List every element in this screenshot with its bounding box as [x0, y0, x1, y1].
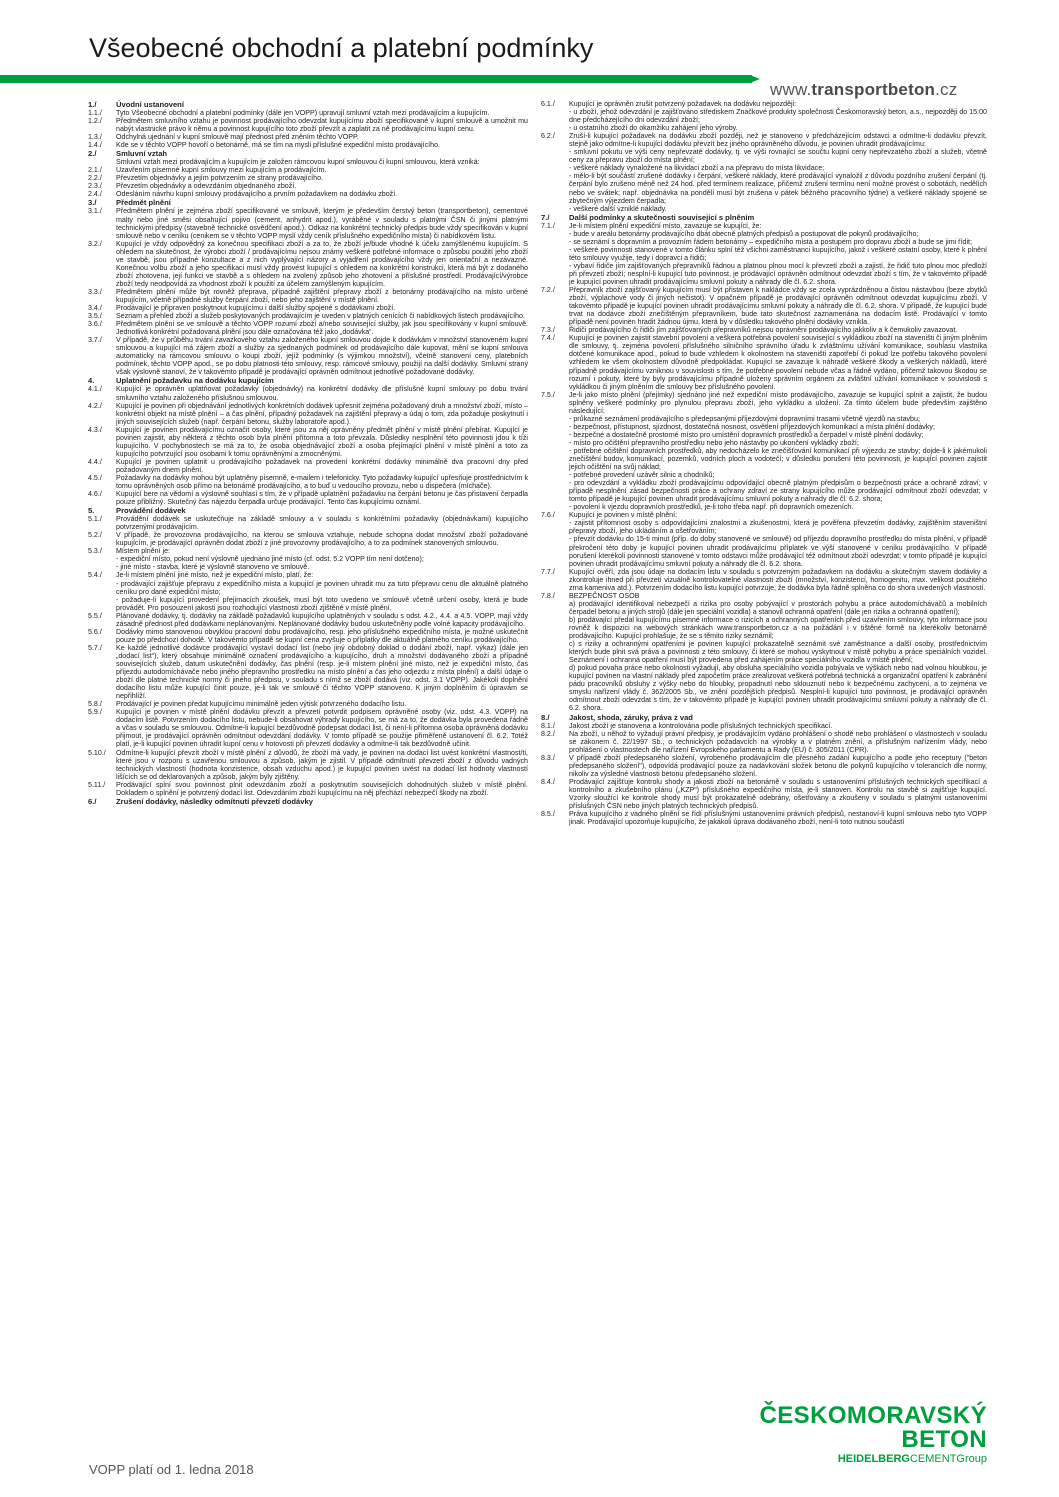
logo-group-suffix: Group: [956, 1453, 987, 1465]
clause-text: Je-li místem plnění jiné místo, než je expediční místo, platí, že:: [116, 571, 314, 580]
clause-number: 3./: [88, 198, 97, 208]
clause-text: Jakost, shoda, záruky, práva z vad: [569, 712, 693, 722]
logo-group-rest: CEMENT: [909, 1453, 957, 1465]
terms-clause: [88, 490, 528, 506]
clause-number: 3.2./: [88, 239, 102, 248]
terms-clause: [88, 402, 528, 426]
logo-group-bold: HEIDELBERG: [837, 1453, 910, 1465]
clause-text: Na zboží, u něhož to vyžadují právní předpisy, je prodávajícím vydáno prohlášení o shodě nebo prohlášení o vlastnostech v souladu se zákonem č. 22/1997 Sb., o technických požadavcích na výrobky a v platném znění, a příslušným nařízením vlády, nebo prohlášení o vlastnostech dle nařízení Evropského parlamentu a Rady (EU) č. 305/2011 (CPR).: [569, 729, 987, 754]
clause-number: 7.1./: [541, 221, 555, 230]
terms-clause: [88, 749, 528, 781]
clause-text: Tyto Všeobecné obchodní a platební podmínky (dále jen VOPP) upravují smluvní vztah mezi prodávajícím a kupujícím.: [116, 109, 490, 117]
clause-text: Prodávající je připraven poskytnout kupujícímu i další služby spojené s dodávkami zboží.: [116, 304, 396, 313]
clause-text: Jakost zboží je stanovena a kontrolována podle příslušných technických specifikací.: [569, 721, 833, 730]
terms-subitem: - se seznámí s dopravním a provozním řádem betonárny – expedičního místa a postupem pro dopravu zboží a bude se jimi řídit;: [569, 237, 972, 246]
website-prefix: www.: [770, 80, 812, 99]
terms-clause: [541, 778, 987, 810]
clause-text: Zruší-li kupující požadavek na dodávku zboží později, než je stanoveno v předcházejícím odstavci a odmítne-li dodávku převzít, stejně jako odmítne-li kupující dodávku převzít bez jiného oprávněného důvodu, je povinen uhradit prodávajícímu:: [569, 132, 987, 149]
clause-text: Kupující je oprávněn uplatňovat požadavky (objednávky) na konkrétní dodávky dle příslušné kupní smlouvy po dobu trvání smluvního vztahu založeného příslušnou smlouvou.: [116, 385, 528, 402]
clause-number: 6.2./: [541, 132, 555, 141]
terms-clause: [541, 592, 987, 600]
terms-subitem: - potřebné očištění dopravních prostředků, aby nedocházelo ke znečišťování komunikací při výjezdu ze stavby; dojde-li k jakémukoli znečištění budov, komunikací, pozemků, vodních ploch a vodotečí; v důsledku porušení této povinnosti, je kupující povinen zajistit jejich očištění na svůj náklad;: [569, 446, 987, 472]
terms-clause: [541, 286, 987, 326]
terms-clause: [541, 132, 987, 148]
terms-subitem: - smluvní pokutu ve výši ceny nepřevzaté dodávky, tj. ve výši rovnající se součtu kupní ceny nepřevzatého zboží a služeb, včetně ceny za přepravu zboží do místa plnění;: [569, 148, 987, 165]
terms-clause: [88, 133, 528, 141]
terms-subitem: - veškeré další vzniklé náklady.: [569, 204, 667, 213]
clause-text: Je-li jako místo plnění (přejímky) sjednáno jiné než expediční místo prodávajícího, zavazuje se kupující splnit a zajistit, že budou splněny veškeré podmínky pro plynulou přepravu zboží, jeho vykládku a uložení. Za tímto účelem bude především zajištěno následující:: [569, 390, 987, 415]
terms-clause: [541, 568, 987, 592]
clause-text: Předmětem plnění se ve smlouvě a těchto VOPP rozumí zboží a/nebo související služby, jak jsou specifikovány v kupní smlouvě. Jednotlivá konkrétní požadovaná plnění jsou dále označována též jako „dodávka“.: [116, 320, 528, 337]
terms-clause: [88, 612, 528, 628]
clause-text: Odmítne-li kupující převzít zboží v místě plnění z důvodů, že zboží má vady, je povinen na dodací list uvést konkrétní vlastnost/ti, které jsou v rozporu s uzavřenou smlouvou a způsob, jakým je zjistil. V případě odmítnutí převzetí zboží z důvodu vadných technických vlastností (hodnota konzistence, obsah vzduchu apod.) je kupující povinen uvést na dodací list hodnoty vlastností lišících se od deklarovaných a způsob, jakým byly zjištěny.: [116, 748, 528, 781]
accent-bar-arrow: [750, 75, 760, 83]
clause-text: Prodávající splní svou povinnost plnit odevzdáním zboží a poskytnutím souvisejících dohodnutých služeb v místě plnění. Dokladem o splnění je potvrzený dodací list. Odevzdáním zboží kupujícímu na něj přechází nebezpečí škody na zboží.: [116, 780, 528, 797]
terms-clause: [88, 109, 528, 117]
clause-number: 4.6./: [88, 490, 102, 499]
terms-clause: [88, 141, 528, 149]
clause-text: Plánované dodávky, tj. dodávky na základě požadavků kupujícího uplatněných v souladu s odst. 4.2., 4.4. a 4.5. VOPP, mají vždy zásadně přednost před dodávkami neplánovanými. Neplánované dodávky budou uskutečněny podle volné kapacity prodávajícího.: [116, 611, 528, 628]
clause-number: 4.: [88, 376, 95, 386]
clause-number: 1.4./: [88, 141, 102, 150]
clause-text: Řidiči prodávajícího či řidiči jím zajišťovaných přepravníků nejsou oprávněni prodávajícího jakkoliv a k čemukoliv zavazovat.: [569, 326, 958, 335]
clause-number: 3.7./: [88, 336, 102, 345]
section-heading: [88, 797, 528, 806]
terms-subitem: - expediční místo, pokud není výslovně ujednáno jiné místo (cf. odst. 5.2 VOPP tím není dotčeno);: [116, 555, 424, 564]
terms-clause: [88, 571, 528, 579]
clause-number: 1.2./: [88, 117, 102, 126]
logo-line-1: ČESKOMORAVSKÝ: [759, 1402, 987, 1429]
clause-text: Převzetím objednávky a odevzdáním objednaného zboží.: [116, 182, 297, 191]
clause-number: 4.5./: [88, 473, 102, 482]
terms-subitem: - pro odevzdání a vykládku zboží prodávajícímu odpovídající obecně platným předpisům o bezpečnosti práce a ochraně zdraví; v případě nesplnění zásad bezpečnosti práce a ochrany zdraví ze strany kupujícího může prodávající odmítnout zboží odevzdat; v tomto případě je kupující povinen uhradit prodávajícímu smluvní pokuty a náhrady dle čl. 6.2. shora;: [569, 479, 987, 504]
clause-text: Převzetím objednávky a jejím potvrzením ze strany prodávajícího.: [116, 174, 323, 183]
clause-number: 7.3./: [541, 326, 555, 335]
clause-text: BEZPEČNOST OSOB: [569, 591, 640, 600]
website-suffix: .cz: [935, 80, 958, 99]
clause-text: Provádění dodávek se uskutečňuje na základě smlouvy a v souladu s konkrétními požadavky (objednávkami) kupujícího potvrzenými prodávajícím.: [116, 515, 528, 532]
clause-text: Požadavky na dodávky mohou být uplatněny písemně, e-mailem i telefonicky. Tyto požadavky kupující upřesňuje prostřednictvím k tomu oprávněných osob přímo na betonárně prodávajícího, a to buď u vedoucího provozu, nebo u dispečera (míchače).: [116, 473, 528, 491]
terms-clause: [88, 474, 528, 490]
clause-number: 7.5./: [541, 390, 555, 399]
clause-number: 5.4./: [88, 571, 102, 580]
clause-text: Práva kupujícího z vadného plnění se řídí příslušnými ustanoveními právních předpisů, nestanoví-li kupní smlouva nebo tyto VOPP jinak. Prodávající upozorňuje kupujícího, že jakákoli úprava dodávaného zboží, není-li toto nutnou součástí: [569, 810, 987, 827]
clause-text: Kupující bere na vědomí a výslovně souhlasí s tím, že v případě uplatnění požadavku na čerpání betonu je čas přistavení čerpadla pouze přibližný. Skutečný čas nájezdu čerpadla určuje prodávající. Tento čas kupujícímu oznámí.: [116, 490, 528, 507]
clause-number: 7.4./: [541, 334, 555, 343]
terms-clause: [541, 100, 987, 108]
page-title: Všeobecné obchodní a platební podmínky: [89, 33, 594, 63]
clause-text: Prodávající zajišťuje kontrolu shody a jakosti zboží na betonárně v souladu s ustanoveními příslušných technických specifikací a kontrolního a zkušebního plánu („KZP“) příslušného expedičního místa, je-li stanoven. Kontrolu na stavbě si zajišťuje kupující. Vzorky sloužící ke kontrole shody musí být prokazatelně odebrány, ošetřovány a zkoušeny v souladu s platnými ustanoveními příslušných ČSN nebo jiných platných technických předpisů.: [569, 777, 987, 810]
terms-right-column: [541, 100, 987, 1390]
clause-number: 8.4./: [541, 777, 555, 786]
section-heading: [88, 198, 528, 207]
clause-number: 8.1./: [541, 721, 555, 730]
terms-clause: [88, 628, 528, 644]
terms-clause: [541, 511, 987, 519]
terms-subitem: - veškeré náklady vynaložené na likvidaci zboží a na přepravu do místa likvidace;: [569, 164, 825, 173]
clause-number: 5.: [88, 506, 95, 516]
clause-text: Kupující je vždy odpovědný za konečnou specifikaci zboží a za to, že zboží je/bude vhodné k účelu zamýšlenému kupujícím. S ohledem na skutečnost, že výrobci zboží / prodávajícímu nejsou známy veškeré potřebné informace o způsobu použití jeho zboží ve stavbě, jsou případné konzultace a z nich vyplývající názory a vyjádření prodávajícího vždy jen orientační a nezávazné. Konečnou volbu zboží a jeho specifikaci musí vždy provést kupující s ohledem na konkrétní konstrukci, která má být z dodaného zboží zhotovena, její funkci ve stavbě a s ohledem na zvolený způsob jeho zhotovení a příslušné prostředí. Prodávající/výrobce zboží tedy neodpovídá za vhodnost zboží k použití za účelem zamýšleným kupujícím.: [116, 239, 528, 288]
terms-clause: [88, 336, 528, 376]
terms-subitem: - bezpečnost, přístupnost, sjízdnost, dostatečná nosnost, osvětlení příjezdových komunikací a místa plnění dodávky;: [569, 422, 935, 431]
clause-text: Provádění dodávek: [116, 506, 186, 516]
terms-clause: [88, 426, 528, 458]
section-heading: [541, 713, 987, 722]
terms-clause: [88, 547, 528, 555]
clause-text: Je-li místem plnění expediční místo, zavazuje se kupující, že:: [569, 221, 762, 230]
website-domain: transportbeton: [811, 80, 936, 99]
clause-number: 2.2./: [88, 174, 102, 183]
clause-number: 5.5./: [88, 611, 102, 620]
company-logo: [760, 1404, 987, 1466]
clause-text: Předmětem smluvního vztahu je povinnost prodávajícího odevzdat kupujícímu zboží specifikované v kupní smlouvě a umožnit mu nabýt vlastnické právo k němu a povinnost kupujícího toto zboží převzít a zaplatit za ně prodávajícímu kupní cenu.: [116, 117, 528, 134]
terms-subitem: - veškeré povinnosti stanovené v tomto článku splní též všichni zaměstnanci kupujícího, jakož i veškeré ostatní osoby, které k plnění této smlouvy využije, tedy i dopravci a řidiči;: [569, 245, 987, 262]
clause-number: 7.6./: [541, 511, 555, 520]
clause-number: 1./: [88, 100, 97, 109]
terms-clause: [88, 240, 528, 288]
terms-subitem: - bude v areálu betonárny prodávajícího dbát obecně platných předpisů a postupovat dle pokynů prodávajícího;: [569, 229, 919, 238]
clause-number: 3.4./: [88, 304, 102, 313]
validity-footer: VOPP platí od 1. ledna 2018: [89, 1462, 254, 1477]
clause-text: Předmětem plnění může být rovněž přeprava, případně zajištění přepravy zboží z betonárny prodávajícího na místo určené kupujícím, včetně případné služby čerpání zboží, nebo jeho zajištění v místě plnění.: [116, 287, 528, 304]
terms-clause: [541, 730, 987, 754]
clause-number: 4.1./: [88, 385, 102, 394]
clause-text: Seznam a přehled zboží a služeb poskytovaných prodávajícím je uveden v platných cenících či nabídkových listech prodávajícího.: [116, 312, 525, 321]
terms-clause: [88, 117, 528, 133]
clause-number: 7./: [541, 212, 550, 222]
clause-text: Kupující je povinen uplatnit u prodávajícího požadavek na provedení konkrétní dodávky minimálně dva pracovní dny před požadovaným dnem plnění.: [116, 457, 528, 474]
clause-text: Místem plnění je:: [116, 547, 171, 556]
terms-clause: [88, 182, 528, 190]
clause-number: 3.1./: [88, 207, 102, 216]
clause-text: Uplatnění požadavku na dodávku kupujícím: [116, 376, 274, 386]
clause-text: Prodávající je povinen předat kupujícímu minimálně jeden výtisk potvrzeného dodacího listu.: [116, 700, 407, 709]
terms-clause: [88, 644, 528, 700]
terms-clause: [88, 304, 528, 312]
terms-clause: [541, 391, 987, 415]
terms-subitem: - zajistit přítomnost osoby s odpovídajícími znalostmi a zkušenostmi, která je pověřena převzetím dodávky, zajištěním staveništní přepravy zboží, jeho ukládáním a ošetřováním;: [569, 519, 987, 536]
clause-text: Předmět plnění: [116, 198, 171, 208]
clause-text: Úvodní ustanovení: [116, 100, 184, 109]
clause-number: 6.1./: [541, 100, 555, 108]
clause-text: Zrušení dodávky, následky odmítnutí převzetí dodávky: [116, 796, 313, 806]
terms-clause: [88, 515, 528, 531]
terms-clause: [88, 312, 528, 320]
terms-subitem: d) pokud povaha práce nebo okolnosti vyžadují, aby obsluha speciálního vozidla pobývala ve výškách nebo nad volnou hloubkou, je kupující povinen na vlastní náklady před započetím práce zrealizovat veškerá potřebná technická a organizační opatření k zabránění pádu pracovníků obsluhy z výšky nebo do hloubky, propadnutí nebo sklouznutí nebo k bezpečnému zachycení, a to zejména ve smyslu nařízení vlády č. 362/2005 Sb., ve znění pozdějších předpisů. Nesplní-li kupující tuto povinnost, je prodávající oprávněn odmítnout zboží odevzdat s tím, že v takovémto případě je kupující povinen uhradit prodávajícímu smluvní pokuty a náhrady dle čl. 6.2. shora.: [569, 664, 987, 713]
clause-number: 5.8./: [88, 700, 102, 709]
terms-subitem: - mělo-li být součástí zrušené dodávky i čerpání, veškeré náklady, které prodávající vynaložil z důvodu pozdního zrušení čerpání (tj. čerpání bylo zrušeno méně než 24 hod. před termínem realizace, přičemž zrušení termínu není možné provést o sobotách, nedělích nebo ve svátek; např. objednávka na pondělí musí být zrušena v pátek běžného pracovního týdne) a veškeré náklady spojené se zbytečným výjezdem čerpadla;: [569, 172, 987, 205]
clause-text: Další podmínky a skutečnosti související s plněním: [569, 212, 755, 222]
clause-text: Přepravník zboží zajišťovaný kupujícím musí být přistaven k nakládce vždy se zcela vyprázdněnou a čistou nástavbou (beze zbytků zboží, výplachové vody či jiných nečistot). V opačném případě je prodávající oprávněn odmítnout odevzdat kupujícímu zboží. V takovémto případě je kupující povinen uhradit prodávajícímu smluvní pokuty a náhrady dle čl. 6.2. shora. V případě, že kupující bude trvat na dodávce zboží znečištěným přepravníkem, bude tato skutečnost zaznamenána na dodacím listě. Prodávající v tomto případě není povinen hradit žádnou újmu, která by v důsledku takového plnění dodávky vznikla.: [569, 286, 987, 327]
terms-subitem: - bezpečné a dostatečně prostorné místo pro umístění dopravních prostředků a čerpadel v místě plnění dodávky;: [569, 430, 924, 439]
clause-number: 2.3./: [88, 182, 102, 191]
terms-clause: [541, 326, 987, 334]
section-heading: [541, 213, 987, 222]
clause-number: 2.4./: [88, 190, 102, 199]
clause-number: 8.5./: [541, 810, 555, 819]
clause-text: Kupující je povinen prodávajícímu označit osoby, které jsou za něj oprávněny předmět plnění v místě plnění přebírat. Kupující je povinen zajistit, aby některá z těchto osob byla plnění přítomna a toto převzala. Důsledky nesplnění této povinnosti jdou k tíži kupujícího. V pochybnostech se má za to, že osoba objednávající zboží a osoba přejímající plnění v místě plnění a toto za kupujícího potvrzující jsou osobami k tomu oprávněnými a zmocněnými.: [116, 425, 528, 458]
clause-text: Kupující je oprávněn zrušit potvrzený požadavek na dodávku nejpozději:: [569, 100, 797, 108]
terms-clause: [541, 754, 987, 778]
terms-subitem: Smluvní vztah mezi prodávajícím a kupujícím je založen rámcovou kupní smlouvou či kupní smlouvou, která vzniká:: [116, 158, 480, 167]
clause-text: Kupující je povinen v místě plnění:: [569, 511, 678, 520]
clause-text: Kupující je povinen při objednávání jednotlivých konkrétních dodávek upřesnit zejména požadovaný druh a množství zboží, místo – konkrétní objekt na místě plnění – a čas plnění, případný požadavek na zajištění přepravy a údaj o tom, zda požaduje poskytnutí i jiných souvisejících služeb (např. čerpání betonu, služby laboratoře apod.).: [116, 401, 528, 426]
clause-text: Kupující ověří, zda jsou údaje na dodacím listu v souladu s potvrzeným požadavkem na dodávku a skutečným stavem dodávky a zkontroluje ihned při převzetí vizuálně kontrolovatelné vlastnosti zboží (množství, konzistenci, homogenitu, max. velikost použitého zrna kameniva atd.). Potvrzením dodacího listu kupující potvrzuje, že dodávka byla řádně splněna co do shora uvedených vlastností.: [569, 567, 987, 592]
terms-clause: [88, 708, 528, 748]
clause-text: Odchylná ujednání v kupní smlouvě mají přednost před zněním těchto VOPP.: [116, 133, 359, 142]
clause-number: 2./: [88, 149, 97, 159]
clause-number: 7.8./: [541, 591, 555, 600]
terms-clause: [88, 166, 528, 174]
clause-number: 1.3./: [88, 133, 102, 142]
clause-number: 4.2./: [88, 401, 102, 410]
clause-number: 4.3./: [88, 425, 102, 434]
clause-number: 5.9./: [88, 708, 102, 717]
terms-clause: [88, 288, 528, 304]
clause-number: 3.5./: [88, 312, 102, 321]
terms-clause: [88, 385, 528, 401]
clause-text: Uzavřením písemné kupní smlouvy mezi kupujícím a prodávajícím.: [116, 166, 327, 175]
terms-clause: [88, 174, 528, 182]
clause-number: 7.2./: [541, 286, 555, 295]
terms-subitem: c) s riziky a ochrannými opatřeními je povinen kupující prokazatelně seznámit své zaměstnance a další osoby, prostřednictvím kterých bude plnit svá práva a povinnosti z této smlouvy, či které se mohou vyskytnout v místě pohybu a práce speciálních vozidel. Seznámení i ochranná opatření musí být provedena před zahájením práce speciálního vozidla v místě plnění;: [569, 640, 987, 665]
section-heading: [88, 100, 528, 109]
clause-text: Kupující je povinen v místě plnění dodávku převzít a převzetí potvrdit podpisem oprávněné osoby (viz. odst. 4.3. VOPP) na dodacím listě. Potvrzením dodacího listu, nebude-li obsahovat výhrady kupujícího, se má za to, že dodávka byla provedena řádně a včas v souladu se smlouvou. Odmítne-li kupující bezdůvodně podepsat dodací list, či není-li přítomna osoba oprávněná dodávku přijmout, je prodávající oprávněn odmítnout odevzdání dodávky. V tomto případě se použije přiměřeně ustanovení čl. 6.2. Totéž platí, je-li kupující povinen uhradit kupní cenu v hotovosti při převzetí dodávky a odmítne-li tak bezdůvodně učinit.: [116, 708, 528, 749]
clause-text: Smluvní vztah: [116, 149, 168, 159]
clause-number: 4.4./: [88, 457, 102, 466]
terms-subitem: b) prodávající předal kupujícímu písemné informace o rizicích a ochranných opatřeních před uzavřením smlouvy, tyto informace jsou rovněž k dispozici na webových stránkách www.transportbeton.cz a na požádání i v tištěné formě na kterékoliv betonárně prodávajícího. Kupující prohlašuje, že se s těmito riziky seznámil;: [569, 615, 987, 641]
terms-clause: [541, 810, 987, 826]
terms-subitem: - jiné místo - stavba, které je výslovně stanoveno ve smlouvě.: [116, 563, 310, 572]
section-heading: [88, 376, 528, 385]
clause-number: 8.2./: [541, 729, 555, 738]
clause-text: V případě zboží předepsaného složení, vyrobeného prodávajícím dle přesného zadání kupujícího a podle jeho receptury ("beton předepsaného složení"), odpovídá prodávající pouze za nadávkování složek betonu dle pokynů kupujícího v tolerancích dle normy, nikoliv za výsledné vlastnosti betonu předepsaného složení.: [569, 753, 987, 778]
clause-number: 3.3./: [88, 287, 102, 296]
website-link[interactable]: [770, 80, 957, 100]
clause-text: Odesláním návrhu kupní smlouvy prodávajícího a prvním požadavkem na dodávku zboží.: [116, 190, 398, 199]
clause-number: 3.6./: [88, 320, 102, 329]
terms-subitem: - vybaví řidiče jím zajišťovaných přepravníků řádnou a platnou plnou mocí k převzetí zboží a zajistí, že řidič tuto plnou moc předloží při převzetí zboží; nesplní-li kupující tuto povinnost, je prodávající oprávněn odmítnout odevzdat zboží s tím, že v takovémto případě je kupující povinen uhradit prodávajícímu smluvní pokuty a náhrady dle čl. 6.2. shora.: [569, 261, 987, 286]
terms-subitem: - prodávající zajišťuje přepravu z expedičního místa a kupující je povinen uhradit mu za tuto přepravu cenu dle aktuálně platného ceníku pro dané expediční místo;: [116, 579, 528, 596]
terms-clause: [88, 781, 528, 797]
terms-subitem: a) prodávající identifikoval nebezpečí a rizika pro osoby pobývající v prostorách pohybu a práce autodomíchávačů a mobilních čerpadel betonu a jiných strojů (dále jen speciální vozidla) a stanovil ochranná opatření (dále jen rizika a ochranná opatření);: [569, 599, 987, 616]
terms-clause: [541, 722, 987, 730]
terms-subitem: - u zboží, jehož odevzdání je zajišťováno střediskem Značkové produkty společnosti Českomoravský beton, a.s., nejpozději do 15:00 dne předcházejícího dni odevzdání zboží;: [569, 108, 987, 125]
terms-clause: [88, 190, 528, 198]
clause-number: 1.1./: [88, 109, 102, 117]
terms-clause: [88, 531, 528, 547]
section-heading: [88, 506, 528, 515]
logo-line-2: BETON: [901, 1426, 987, 1453]
terms-subitem: - u ostatního zboží do okamžiku zahájení jeho výroby.: [569, 124, 738, 133]
clause-number: 8./: [541, 712, 550, 722]
clause-number: 7.7./: [541, 567, 555, 576]
section-heading: [88, 149, 528, 158]
clause-number: 2.1./: [88, 166, 102, 175]
clause-text: Předmětem plnění je zejména zboží specifikované ve smlouvě, kterým je především čerstvý beton (transportbeton), cementové malty nebo jiné směsi obsahující pojivo (cement, anhydrit apod.), vyráběné v souladu s platnými ČSN či jinými platnými technickými předpisy (stavebně technické osvědčení apod.). Odkaz na konkrétní technický předpis bude vždy specifikován v kupní smlouvě nebo v ceníku (cenikem se v těchto VOPP myslí vždy ceník příslušného expedičního místa) či nabídkovém listu.: [116, 207, 528, 240]
clause-number: 5.3./: [88, 547, 102, 556]
clause-number: 5.1./: [88, 515, 102, 524]
terms-clause: [88, 320, 528, 336]
clause-text: Ke každé jednotlivé dodávce prodávající vystaví dodací list (nebo jiný obdobný doklad o dodání zboží, např. výkaz) (dále jen „dodací list“), který obsahuje minimálně označení prodávajícího a kupujícího, druh a množství dodávaného zboží a případně souvisejících služeb, datum uskutečnění dodávky, čas plnění (resp. je-li místem plnění jiné místo, než je expediční místo, čas příjezdu autodomíchávače nebo jiného přepravního prostředku na místo plnění a čas jeho odjezdu z místa plnění) a další údaje o zboží dle platné technické normy či jiného předpisu, v souladu s nímž se zboží dodává (viz. odst. 3.1 VOPP). Jakékoli doplnění dodacího listu může kupující činit pouze, je-li tak ve smlouvě či těchto VOPP stanoveno. K jiným doplněním či úpravám se nepřihlíží.: [116, 643, 528, 701]
terms-clause: [541, 222, 987, 230]
terms-subitem: - požaduje-li kupující provedení přejímacích zkoušek, musí být toto uvedeno ve smlouvě včetně určení osoby, která je bude provádět. Pro posouzení jakosti jsou rozhodující vlastnosti zboží zjištěné v místě plnění.: [116, 595, 528, 612]
clause-text: V případě, že v průběhu trvání zavazkového vztahu založeného kupní smlouvou dojde k dodávkám v množství stanoveném kupní smlouvou a kupující má zájem zboží a služby za sjednaných podmínek od prodávajícího dále kupovat, mění se kupní smlouva automaticky na rámcovou smlouvu o koupi zboží, jejíž podmínky (s výjimkou množství), včetně stanovení ceny, platebních podmínek, těchto VOPP apod., se po dobu platnosti této smlouvy, resp. rámcové smlouvy, použijí na další dodávky. Smluvní strany však výslovně stanoví, že v takovémto případě je prodávající oprávněn odmítnout jednotlivé požadované dodávky.: [116, 336, 528, 377]
terms-subitem: - místo pro očištění přepravního prostředku nebo jeho nástavby po ukončení vykládky zboží;: [569, 438, 859, 447]
terms-clause: [88, 700, 528, 708]
terms-clause: [88, 458, 528, 474]
terms-subitem: - povolení k vjezdu dopravních prostředků, je-li toho třeba např. při dopravních omezeních.: [569, 503, 854, 512]
terms-subitem: - průkazné seznámení prodávajícího s předepsanými příjezdovými dopravními trasami včetně vjezdů na stavbu;: [569, 414, 920, 423]
terms-clause: [88, 207, 528, 239]
clause-number: 5.2./: [88, 531, 102, 540]
clause-number: 6./: [88, 796, 97, 806]
accent-bar: [0, 75, 752, 83]
clause-text: Kupující je povinen zajistit stavební povolení a veškerá potřebná povolení související s vykládkou zboží na staveništi či jiným plněním dle smlouvy, tj. zejména povolení příslušného silničního správního úřadu k zvláštnímu užívání komunikace, souhlasu vlastníka dotčené komunikace apod., pokud to bude vzhledem k okolnostem na staveništi zapotřebí či pokud lze potřebu takového povolení vzhledem ke všem okolnostem důvodně předpokládat. Kupující se zavazuje k náhradě veškeré škody a veškerých nákladů, které případně prodávajícímu vzniknou v souvislosti s tím, že potřebné povolení nebude včas a řádně vydáno, přičemž takovou škodou se rozumí i pokuty, které by byly prodávajícímu případně uloženy správním orgánem za zvláštní užívání komunikace v souvislosti s vykládkou či jiným plněním dle smlouvy bez příslušného povolení.: [569, 334, 987, 391]
clause-number: 5.11./: [88, 780, 106, 789]
clause-text: V případě, že provozovna prodávajícího, na kterou se smlouva vztahuje, nebude schopna dodat množství zboží požadované kupujícím, je prodávající oprávněn dodat zboží z jiné provozovny prodávajícího, a to za podmínek stanovených smlouvou.: [116, 531, 528, 548]
terms-clause: [541, 334, 987, 390]
clause-text: Dodávky mimo stanovenou obvyklou pracovní dobu prodávajícího, resp. jeho příslušného expedičního místa, je možné uskutečnit pouze po předchozí dohodě. V takovémto případě se kupní cena zvyšuje o příplatky dle aktuálně platného ceníku prodávajícího.: [116, 627, 528, 644]
logo-group: [760, 1452, 987, 1466]
clause-number: 5.7./: [88, 643, 102, 652]
clause-number: 8.3./: [541, 753, 555, 762]
clause-number: 5.6./: [88, 627, 102, 636]
terms-subitem: - převzít dodávku do 15-ti minut (příp. do doby stanovené ve smlouvě) od příjezdu dopravního prostředku do místa plnění, v případě překročení této doby je kupující povinen uhradit prodávajícímu příplatek ve výši stanovené v ceníku prodávajícího. V případě porušení kterékoli povinnosti stanovené v tomto odstavci může prodávající též odmítnout zboží odevzdat; v tomto případě je kupující povinen uhradit prodávajícímu smluvní pokuty a náhrady dle čl. 6.2. shora.: [569, 535, 987, 568]
clause-number: 5.10./: [88, 748, 106, 757]
terms-left-column: [88, 100, 528, 1440]
terms-subitem: - potřebné provedení uzávěr silnic a chodníků;: [569, 471, 715, 480]
clause-text: Kde se v těchto VOPP hovoří o betonárně, má se tím na mysli příslušné expediční místo prodávajícího.: [116, 141, 440, 150]
